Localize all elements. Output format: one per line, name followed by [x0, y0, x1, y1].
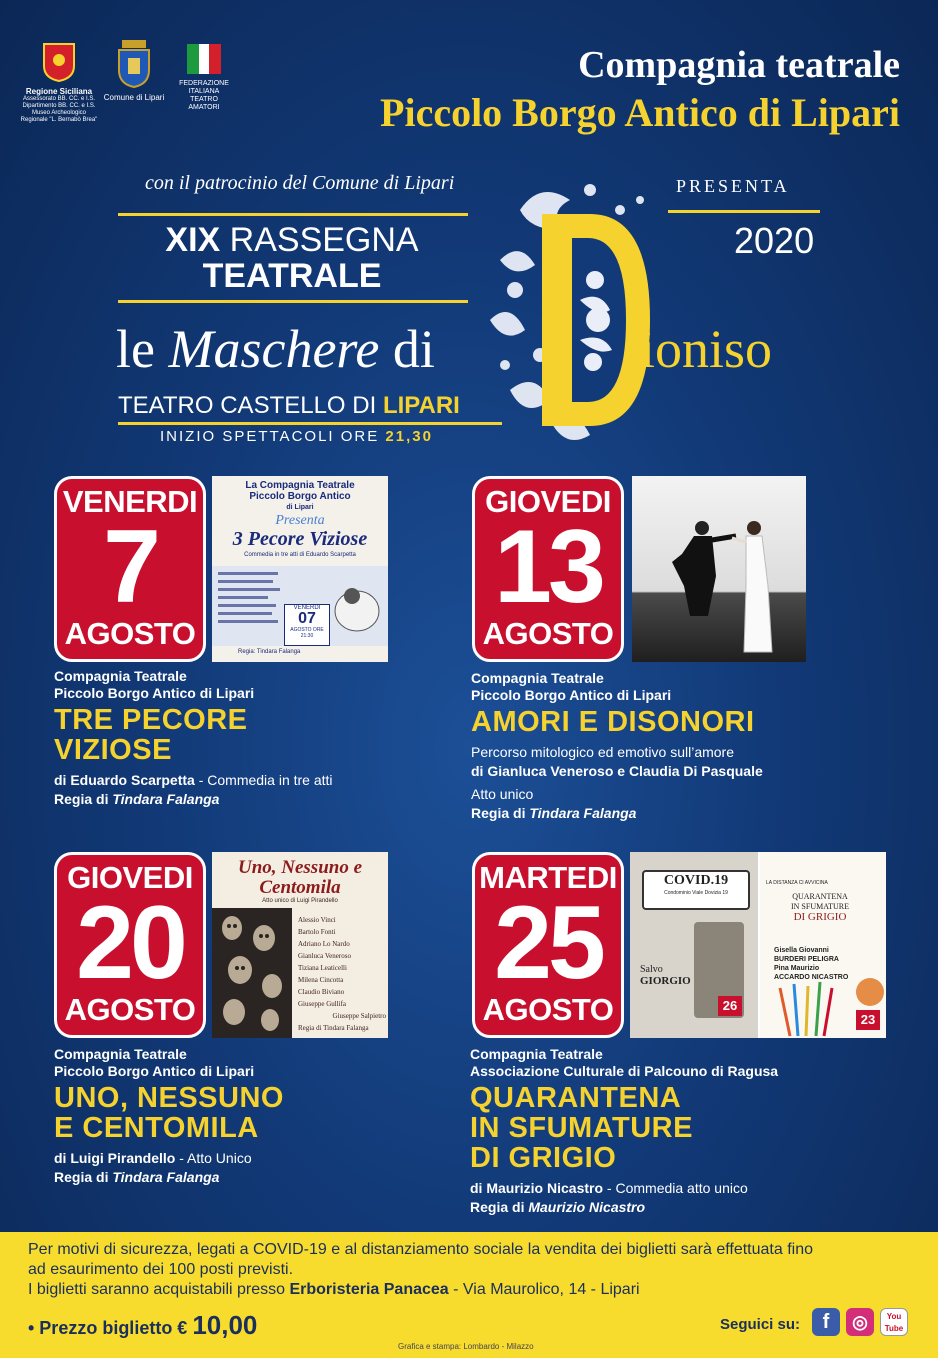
event-author-line — [471, 762, 891, 781]
cast-member: Milena Cincotta — [298, 976, 344, 984]
start-time-text — [160, 428, 433, 445]
date-badge-20 — [54, 852, 206, 1038]
fita-name: FEDERAZIONE ITALIANA TEATRO AMATORI — [179, 80, 229, 111]
regia-label: Regia di — [54, 791, 113, 807]
event-description: Percorso mitologico ed emotivo sull’amore — [471, 744, 734, 760]
event-info-4 — [470, 1046, 890, 1217]
start-time: 21,30 — [385, 428, 433, 445]
event-info-3 — [54, 1046, 474, 1187]
regione-siciliana-logo — [20, 42, 98, 124]
rassegna-word: RASSEGNA — [229, 221, 419, 259]
event-title-line2: IN SFUMATURE — [470, 1112, 693, 1144]
cast-member: Giuseppe Salpietro — [332, 1012, 386, 1020]
regia-name: Tindara Falanga — [112, 1169, 220, 1185]
faces-illustration-icon — [212, 908, 292, 1038]
covid-title: COVID.19 — [663, 873, 729, 888]
event-author: di Luigi Pirandello — [54, 1150, 176, 1166]
actors-photo-icon — [632, 476, 806, 662]
right-top: LA DISTANZA CI AVVICINA — [766, 880, 828, 886]
event-title-line1: TRE PECORE — [54, 704, 248, 736]
event-extra: Atto unico — [471, 786, 534, 802]
event-month: AGOSTO — [64, 616, 196, 651]
event-day: VENERDI — [62, 484, 198, 519]
poster-head3: di Lipari — [286, 504, 314, 511]
poster-badge-num: 07 — [298, 610, 316, 627]
festival-title — [116, 318, 435, 380]
poster-cast — [298, 914, 386, 1022]
fita-logo — [178, 44, 230, 112]
event-title-line2: E CENTOMILA — [54, 1112, 259, 1144]
right-cast3: Pina Maurizio — [774, 965, 820, 972]
event-date-number: 20 — [76, 885, 184, 1001]
right-title — [782, 892, 858, 922]
right-title2: IN SFUMATURE — [790, 902, 849, 911]
right-title3: DI GRIGIO — [793, 911, 847, 923]
event-info-2 — [471, 670, 891, 823]
event-author-line — [54, 771, 474, 790]
left-name1: Salvo — [640, 964, 663, 975]
photo-amori-e-disonori — [632, 476, 806, 662]
venue-text — [118, 392, 460, 420]
poster-regia: Regia: Tindara Falanga — [238, 649, 301, 655]
poster-uno-nessuno — [212, 852, 388, 1038]
title-di: di — [392, 319, 435, 379]
company-line1: Compagnia teatrale — [578, 44, 900, 86]
divider-middle — [118, 300, 468, 303]
regia-label: Regia di — [470, 1199, 529, 1215]
right-badge: 23 — [856, 1010, 880, 1030]
ticket-price — [28, 1310, 257, 1341]
event-month: AGOSTO — [482, 992, 614, 1027]
event-title-line3: DI GRIGIO — [470, 1142, 617, 1174]
rassegna-number: XIX — [165, 221, 221, 259]
company-line2: Piccolo Borgo Antico di Lipari — [54, 1063, 255, 1079]
footer-line3 — [28, 1280, 640, 1299]
event-title — [470, 1083, 890, 1173]
event-title-line1: UNO, NESSUNO — [54, 1082, 284, 1114]
cast-member: Claudio Biviano — [298, 988, 345, 996]
regione-name: Regione Siciliana — [25, 87, 93, 96]
event-title — [54, 1083, 474, 1143]
print-credit: Grafica e stampa: Lombardo - Milazzo — [398, 1342, 534, 1351]
poster-presenta: Presenta — [275, 513, 325, 528]
cast-member: Gianluca Veneroso — [298, 952, 351, 960]
comune-lipari-logo — [100, 38, 168, 102]
regia-label: Regia di — [471, 805, 530, 821]
poster-tre-pecore — [212, 476, 388, 662]
event-month: AGOSTO — [482, 616, 614, 651]
event-month: AGOSTO — [64, 992, 196, 1027]
poster-left — [630, 852, 758, 1038]
footer-bar — [0, 1232, 938, 1358]
youtube-icon[interactable]: You Tube — [880, 1308, 908, 1336]
instagram-icon[interactable]: ◎ — [846, 1308, 874, 1336]
left-name2: GIORGIO — [640, 975, 691, 987]
event-title — [54, 705, 474, 765]
presenta-text: PRESENTA — [676, 176, 790, 196]
patronage-text: con il patrocinio del Comune di Lipari — [145, 172, 455, 194]
company-line1: Compagnia Teatrale — [470, 1046, 603, 1062]
event-author: di Maurizio Nicastro — [470, 1180, 604, 1196]
right-cast2: BURDERI PELIGRA — [774, 956, 839, 963]
comune-name: Comune di Lipari — [103, 93, 165, 102]
date-badge-7 — [54, 476, 206, 662]
year-text: 2020 — [734, 220, 815, 261]
poster-head1: La Compagnia Teatrale — [245, 480, 355, 491]
poster-sub: Commedia in tre atti di Eduardo Scarpetta — [244, 552, 356, 558]
comune-crest-icon — [116, 38, 152, 88]
price-label: • Prezzo biglietto € — [28, 1318, 193, 1338]
cast-member: Bartolo Fonti — [298, 928, 336, 936]
company-line1: Compagnia Teatrale — [471, 670, 604, 686]
event-date-number: 25 — [494, 885, 602, 1001]
fita-flag-icon — [187, 44, 221, 74]
rassegna-title — [118, 222, 466, 294]
poster-title: 3 Pecore Viziose — [232, 528, 368, 550]
cast-member: Giuseppe Gullifa — [298, 1000, 347, 1008]
event-regia — [471, 804, 891, 823]
regione-crest-icon — [42, 42, 76, 82]
footer-line2: ad esaurimento dei 100 posti previsti. — [28, 1261, 294, 1278]
company-line2: Piccolo Borgo Antico di Lipari — [54, 685, 255, 701]
venue-name: TEATRO CASTELLO DI — [118, 392, 377, 419]
event-date-number: 13 — [494, 509, 602, 625]
event-author: di Eduardo Scarpetta — [54, 772, 195, 788]
ornamental-d-icon — [480, 170, 670, 450]
regia-name: Tindara Falanga — [529, 805, 637, 821]
event-info-1 — [54, 668, 474, 809]
divider-top — [118, 213, 468, 216]
event-title — [471, 707, 891, 737]
company-line1: Compagnia Teatrale — [54, 668, 187, 684]
event-title-line1: AMORI E DISONORI — [471, 706, 755, 738]
company-line2: Piccolo Borgo Antico di Lipari — [471, 687, 672, 703]
facebook-icon[interactable]: f — [812, 1308, 840, 1336]
event-genre: - Commedia atto unico — [603, 1180, 748, 1196]
venue-place: LIPARI — [382, 392, 460, 419]
poster-head2: Piccolo Borgo Antico — [249, 491, 351, 502]
left-badge: 26 — [718, 996, 742, 1016]
poster-badge-month: AGOSTO ORE 21:30 — [290, 627, 324, 639]
event-regia — [54, 1168, 474, 1187]
event-genre: - Commedia in tre atti — [194, 772, 333, 788]
price-value: 10,00 — [192, 1310, 258, 1340]
poster-badge — [284, 604, 330, 646]
event-author: di Gianluca Veneroso e Claudia Di Pasquale — [471, 763, 763, 779]
company-line2: Piccolo Borgo Antico di Lipari — [380, 90, 900, 135]
right-cast1: Gisella Giovanni — [774, 947, 829, 954]
event-day: GIOVEDI — [67, 860, 193, 895]
event-regia — [54, 790, 474, 809]
cast-member: Tiziana Leaticelli — [298, 964, 347, 972]
title-le: le — [116, 319, 155, 379]
covid-sign — [642, 870, 750, 910]
divider-bottom — [118, 422, 502, 425]
regia-name: Tindara Falanga — [112, 791, 220, 807]
title-ioniso: ioniso — [640, 319, 773, 379]
event-date-number: 7 — [103, 509, 157, 625]
regia-name: Maurizio Nicastro — [528, 1199, 646, 1215]
cast-member: Adriano Lo Nardo — [298, 940, 350, 948]
right-cast — [774, 946, 886, 982]
poster-title1: Uno, Nessuno e — [237, 857, 363, 878]
poster-quarantena — [630, 852, 886, 1038]
event-genre: - Atto Unico — [175, 1150, 252, 1166]
regione-sub: Assessorato BB. CC. e I.S. Dipartimento BB. CC. e I.S. Museo Archeologico Regionale "L. Bernabò Brea" — [20, 96, 98, 123]
poster-regia: Regia di Tindara Falanga — [298, 1024, 369, 1032]
start-label: INIZIO SPETTACOLI ORE — [160, 428, 380, 445]
poster-right — [760, 852, 886, 1038]
poster-sub: Atto unico di Luigi Pirandello — [262, 898, 338, 904]
event-author-line — [470, 1179, 890, 1198]
company-header — [380, 42, 900, 138]
event-author-line — [54, 1149, 474, 1168]
poster-badge-day: VENERDI — [293, 605, 321, 611]
poster-title2: Centomila — [259, 877, 341, 898]
event-day: GIOVEDI — [485, 484, 611, 519]
presenta-divider — [668, 210, 820, 213]
event-title-line2: VIZIOSE — [54, 734, 172, 766]
date-badge-25 — [472, 852, 624, 1038]
title-maschere: Maschere — [168, 319, 380, 379]
event-day: MARTEDI — [479, 860, 617, 895]
event-regia — [470, 1198, 890, 1217]
covid-sub: Condominio Viale Dovizia 19 — [664, 890, 728, 896]
date-badge-13 — [472, 476, 624, 662]
footer-shop: Erboristeria Panacea — [289, 1281, 449, 1298]
follow-label: Seguici su: — [720, 1316, 801, 1333]
cast-member: Alessio Vinci — [298, 916, 336, 924]
regia-label: Regia di — [54, 1169, 113, 1185]
right-cast4: ACCARDO NICASTRO — [774, 974, 849, 981]
footer-line1: Per motivi di sicurezza, legati a COVID-19 e al distanziamento sociale la vendita dei biglietti sarà effettuata fino — [28, 1241, 813, 1258]
footer-line3-post: - Via Maurolico, 14 - Lipari — [448, 1281, 640, 1298]
right-title1: QUARANTENA — [792, 892, 848, 901]
footer-line3-pre: I biglietti saranno acquistabili presso — [28, 1281, 290, 1298]
left-name — [640, 964, 691, 987]
company-line2: Associazione Culturale di Palcouno di Ragusa — [470, 1063, 779, 1079]
event-title-line1: QUARANTENA — [470, 1082, 682, 1114]
company-line1: Compagnia Teatrale — [54, 1046, 187, 1062]
rassegna-teatrale: TEATRALE — [202, 257, 382, 295]
